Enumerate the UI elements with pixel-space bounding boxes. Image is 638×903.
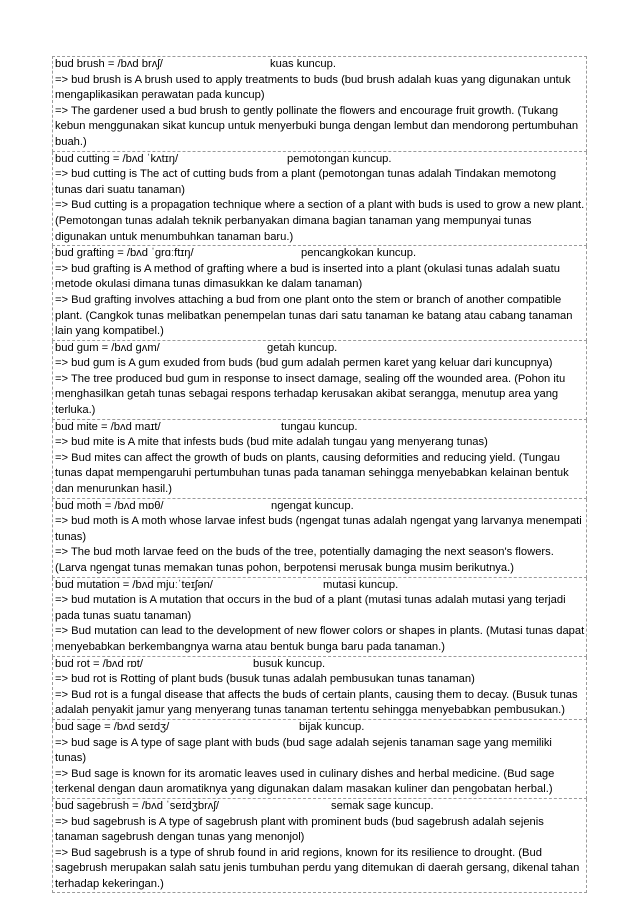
entry-example: => The bud moth larvae feed on the buds of the tree, potentially damaging the next season's flowers. (Larva ngengat tunas memakan tunas pohon, berpotensi merusak bunga musim berikutnya.): [55, 546, 554, 574]
entry-example: => Bud sage is known for its aromatic leaves used in culinary dishes and herbal medicine. (Bud sage terkenal dengan daun aromatiknya yang digunakan dalam masakan kuliner dan pengobatan herbal.): [55, 767, 555, 796]
entry-meaning: kuas kuncup.: [270, 58, 336, 70]
entry-term: bud grafting = /bʌd ˈɡrɑːftɪŋ/: [55, 247, 194, 260]
entry-meaning: semak sage kuncup.: [331, 799, 434, 812]
entry-example: => Bud sagebrush is a type of shrub found in arid regions, known for its resilience to drought. (Bud sagebrush merupakan salah satu jenis tumbuhan perdu yang ditemukan di daerah gersang, dikenal tahan terhadap kekeringan.): [55, 846, 580, 890]
entry-bud-mutation: [52, 578, 587, 657]
entry-term: bud mite = /bʌd maɪt/: [55, 420, 161, 433]
entry-definition: => bud mite is A mite that infests buds (bud mite adalah tungau yang menyerang tunas): [55, 436, 488, 449]
entry-definition: => bud rot is Rotting of plant buds (busuk tunas adalah pembusukan tunas tanaman): [55, 673, 475, 686]
entry-term: bud cutting = /bʌd ˈkʌtɪŋ/: [55, 152, 179, 165]
entry-example: => The gardener used a bud brush to gently pollinate the flowers and encourage fruit growth. (Tukang kebun menggunakan sikat kuncup untuk menyerbuki bunga dengan lembut dan mendorong pertumbuhan buah.): [55, 104, 579, 148]
entry-term: bud brush = /bʌd brʌʃ/: [55, 58, 163, 70]
entry-definition: => bud sagebrush is A type of sagebrush plant with prominent buds (bud sagebrush adalah sejenis tanaman sagebrush dengan tunas yang menonjol): [55, 815, 544, 844]
entry-definition: => bud grafting is A method of grafting where a bud is inserted into a plant (okulasi tunas adalah suatu metode okulasi dimana tunas dimasukkan ke dalam tanaman): [55, 262, 561, 291]
entry-term: bud rot = /bʌd rɒt/: [55, 657, 143, 670]
entry-bud-sage: [52, 720, 587, 799]
entry-meaning: busuk kuncup.: [253, 657, 326, 670]
entry-term: bud sage = /bʌd seɪdʒ/: [55, 720, 170, 733]
entry-bud-gum: [52, 341, 587, 420]
entry-definition: => bud sage is A type of sage plant with buds (bud sage adalah sejenis tanaman sage yang memiliki tunas): [55, 736, 552, 765]
entry-definition: => bud mutation is A mutation that occurs in the bud of a plant (mutasi tunas adalah mutasi yang terjadi pada tunas suatu tanaman): [55, 594, 566, 622]
entry-bud-sagebrush: [52, 799, 587, 894]
entry-term: bud gum = /bʌd ɡʌm/: [55, 341, 160, 354]
entry-definition: => bud cutting is The act of cutting buds from a plant (pemotongan tunas adalah Tindakan memotong tunas dari suatu tanaman): [55, 168, 557, 196]
glossary-page: [52, 56, 587, 893]
entry-term: bud moth = /bʌd mɒθ/: [55, 499, 164, 512]
entry-bud-rot: [52, 657, 587, 720]
entry-meaning: tungau kuncup.: [281, 420, 358, 433]
entry-meaning: mutasi kuncup.: [323, 578, 399, 591]
entry-bud-moth: [52, 499, 587, 578]
entry-meaning: pemotongan kuncup.: [287, 152, 392, 165]
entry-definition: => bud gum is A gum exuded from buds (bud gum adalah permen karet yang keluar dari kuncupnya): [55, 357, 553, 370]
entry-bud-mite: [52, 420, 587, 499]
entry-bud-cutting: [52, 152, 587, 247]
entry-term: bud mutation = /bʌd mjuːˈteɪʃən/: [55, 578, 213, 591]
entry-term: bud sagebrush = /bʌd ˈseɪdʒbrʌʃ/: [55, 799, 219, 812]
entry-definition: => bud moth is A moth whose larvae infest buds (ngengat tunas adalah ngengat yang larvanya menempati tunas): [55, 515, 582, 543]
entry-example: => The tree produced bud gum in response to insect damage, sealing off the wounded area. (Pohon itu menghasilkan getah tunas sebagai respons terhadap kerusakan akibat serangga, menutup area yang terluka.): [55, 372, 566, 417]
entry-definition: => bud brush is A brush used to apply treatments to buds (bud brush adalah kuas yang digunakan untuk mengaplikasikan perawatan pada kuncup): [55, 73, 571, 102]
entry-meaning: getah kuncup.: [267, 341, 338, 354]
entry-bud-grafting: [52, 246, 587, 341]
entry-example: => Bud rot is a fungal disease that affects the buds of certain plants, causing them to decay. (Busuk tunas adalah penyakit jamur yang menyerang tunas tanaman tertentu sehingga menyebabkan pembusukan.): [55, 688, 578, 717]
entry-example: => Bud mutation can lead to the development of new flower colors or shapes in plants. (Mutasi tunas dapat menyebabkan berkembangnya warna atau bentuk bunga baru pada tanaman.): [55, 625, 585, 653]
entry-meaning: ngengat kuncup.: [271, 499, 354, 512]
entry-meaning: bijak kuncup.: [299, 720, 365, 733]
entry-example: => Bud grafting involves attaching a bud from one plant onto the stem or branch of another compatible plant. (Cangkok tunas melibatkan penempelan tunas dari satu tanaman ke batang atau cabang tanaman lain yang kompatibel.): [55, 293, 573, 338]
entry-example: => Bud mites can affect the growth of buds on plants, causing deformities and reducing yield. (Tungau tunas dapat mempengaruhi pertumbuhan tunas pada tanaman sehingga menyebabkan kelainan bentuk dan menurunkan hasil.): [55, 451, 569, 496]
entry-example: => Bud cutting is a propagation technique where a section of a plant with buds is used to grow a new plant. (Pemotongan tunas adalah teknik perbanyakan dimana bagian tanaman yang mempunyai tunas digunakan untuk menumbuhkan tanaman baru.): [55, 199, 585, 243]
entry-meaning: pencangkokan kuncup.: [301, 247, 417, 260]
entry-bud-brush: [52, 56, 587, 152]
